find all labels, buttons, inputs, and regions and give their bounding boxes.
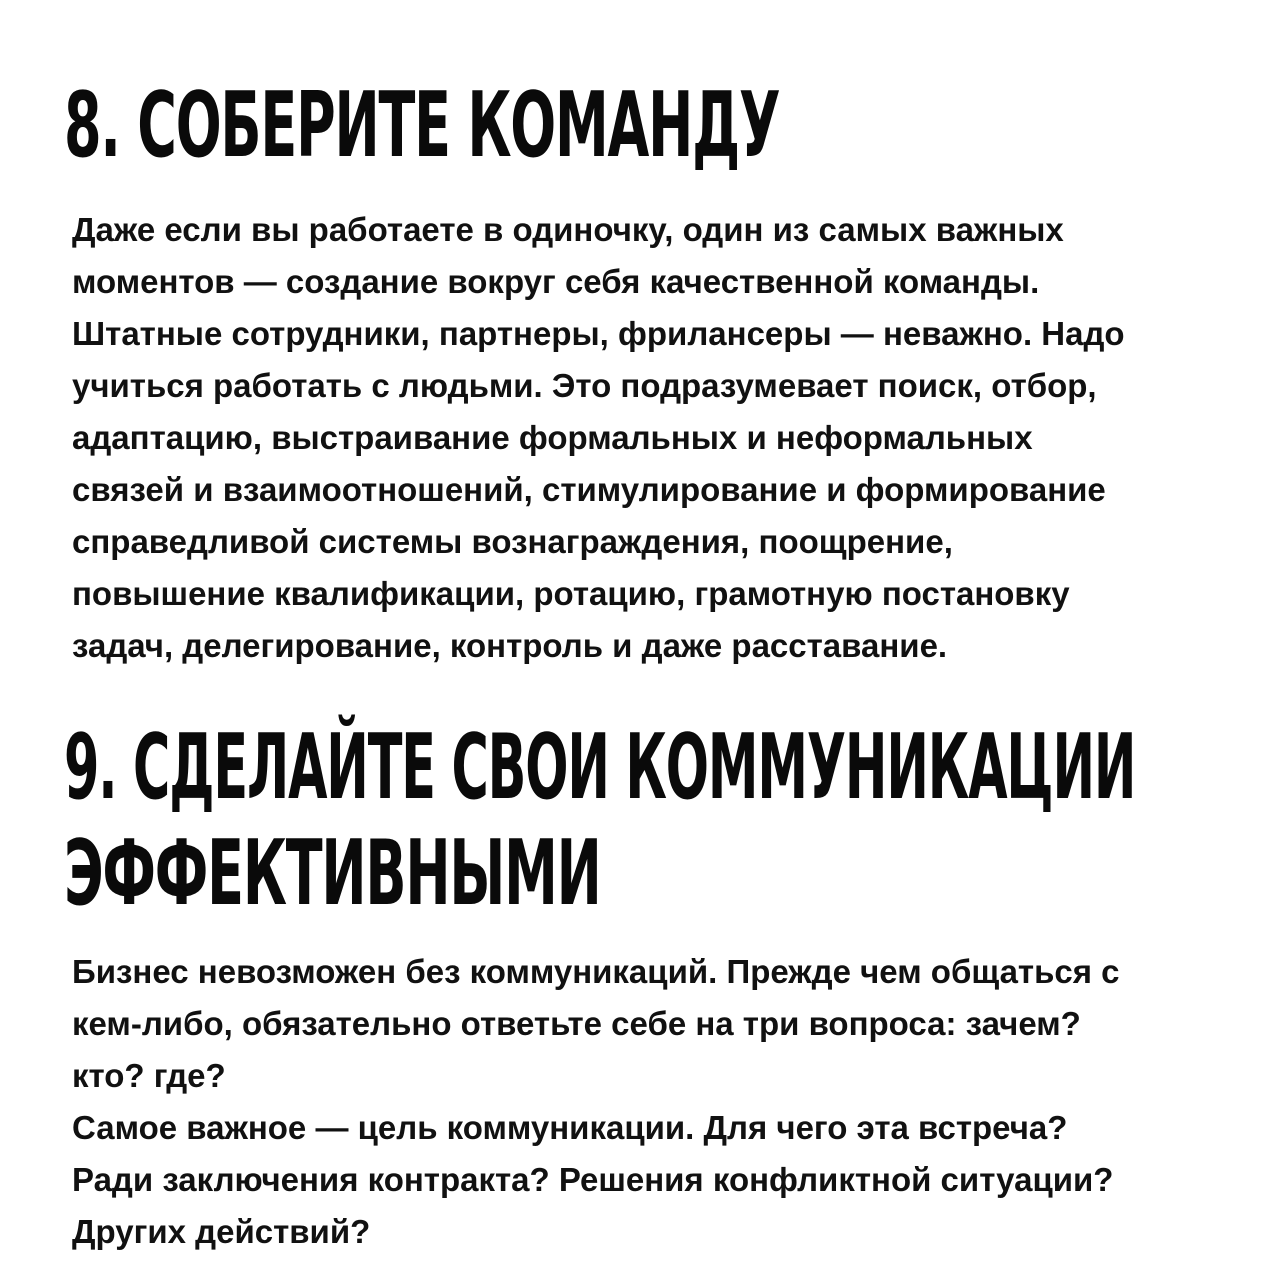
paragraph-line: Ради заключения контракта? Решения конфликтной ситуации? <box>72 1161 1114 1198</box>
section-9-heading <box>64 715 1244 934</box>
section-9-heading-line-2: ЭФФЕКТИВНЫМИ <box>64 821 601 926</box>
paragraph-line: связей и взаимоотношений, стимулирование и формирование <box>72 471 1106 508</box>
paragraph-line: моментов — создание вокруг себя качественной команды. <box>72 263 1040 300</box>
section-9-heading-line-1: 9. СДЕЛАЙТЕ СВОИ КОММУНИКАЦИИ <box>64 715 1136 820</box>
section-9-paragraph <box>72 946 1252 1258</box>
section-8-paragraph <box>72 204 1252 672</box>
paragraph-line: Даже если вы работаете в одиночку, один из самых важных <box>72 211 1064 248</box>
paragraph-line: Других действий? <box>72 1213 371 1250</box>
paragraph-line: повышение квалификации, ротацию, грамотную постановку <box>72 575 1070 612</box>
paragraph-line: кто? где? <box>72 1057 226 1094</box>
paragraph-line: справедливой системы вознаграждения, поощрение, <box>72 523 953 560</box>
paragraph-line: Самое важное — цель коммуникации. Для чего эта встреча? <box>72 1109 1068 1146</box>
paragraph-line: Бизнес невозможен без коммуникаций. Прежде чем общаться с <box>72 953 1120 990</box>
section-8-heading: 8. СОБЕРИТЕ КОМАНДУ <box>64 73 780 178</box>
paragraph-line: учиться работать с людьми. Это подразумевает поиск, отбор, <box>72 367 1097 404</box>
paragraph-line: задач, делегирование, контроль и даже расставание. <box>72 627 948 664</box>
paragraph-line: адаптацию, выстраивание формальных и неформальных <box>72 419 1033 456</box>
paragraph-line: кем-либо, обязательно ответьте себе на три вопроса: зачем? <box>72 1005 1081 1042</box>
paragraph-line: Штатные сотрудники, партнеры, фрилансеры — неважно. Надо <box>72 315 1125 352</box>
